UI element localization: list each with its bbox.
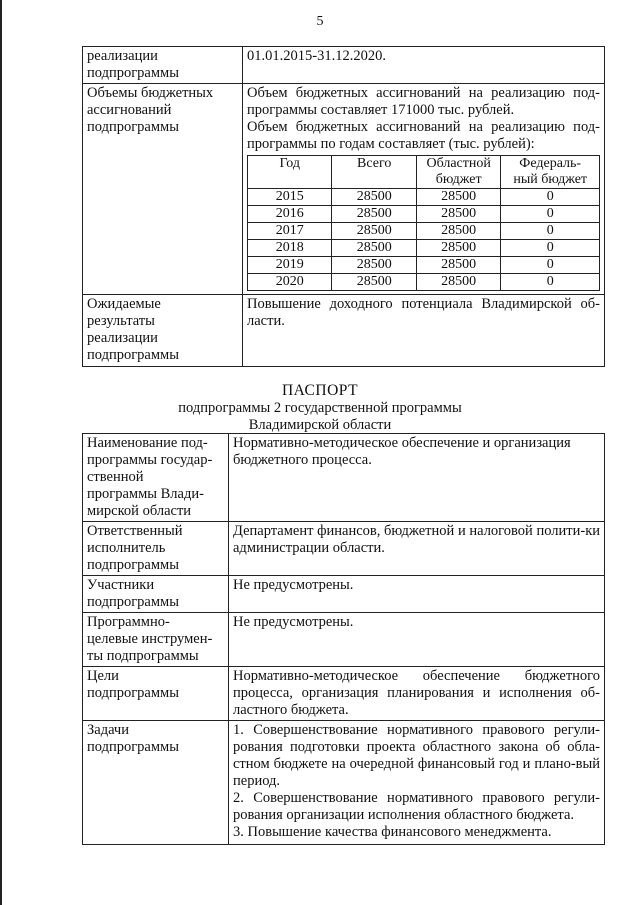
row-value: Нормативно-методическое обеспечение и организация бюджетного процесса. — [229, 434, 605, 522]
federal-cell: 0 — [501, 189, 600, 206]
row-value: Департамент финансов, бюджетной и налоговой полити-ки администрации области. — [229, 522, 605, 576]
row-value: Нормативно-методическое обеспечение бюджетного процесса, организация планирования и исполнения об-ластного бюджета. — [229, 667, 605, 721]
table-row — [83, 613, 605, 667]
federal-cell: 0 — [501, 257, 600, 274]
row-label: Участники подпрограммы — [83, 576, 229, 613]
row-label: Цели подпрограммы — [83, 667, 229, 721]
regional-cell: 28500 — [416, 223, 500, 240]
task-item: 3. Повышение качества финансового менеджмента. — [233, 824, 552, 840]
row-value: Не предусмотрены. — [229, 613, 605, 667]
expected-results: Повышение доходного потенциала Владимирской об-ласти. — [243, 295, 605, 367]
year-cell: 2020 — [248, 274, 332, 291]
table-row — [248, 189, 600, 206]
total-cell: 28500 — [332, 274, 416, 291]
row-label: Задачи подпрограммы — [83, 721, 229, 845]
table-row — [83, 522, 605, 576]
budget-cell — [243, 84, 605, 295]
table-row — [83, 576, 605, 613]
row-value: Не предусмотрены. — [229, 576, 605, 613]
budget-total-text: Объем бюджетных ассигнований на реализацию под-программы составляет 171000 тыс. рублей. — [247, 85, 600, 118]
row-label: Программно- целевые инструмен- ты подпрограммы — [83, 613, 229, 667]
header-year: Год — [248, 156, 332, 189]
passport-table — [82, 433, 605, 845]
year-cell: 2016 — [248, 206, 332, 223]
task-item: 1. Совершенствование нормативного правового регули-рования подготовки проекта областного закона об обла-стном бюджете на очередной финансовый год и плано-вый период. — [233, 722, 600, 789]
regional-cell: 28500 — [416, 206, 500, 223]
tasks-list — [229, 721, 605, 845]
total-cell: 28500 — [332, 223, 416, 240]
table-row — [83, 47, 605, 84]
table-header-row — [248, 156, 600, 189]
regional-cell: 28500 — [416, 240, 500, 257]
year-cell: 2015 — [248, 189, 332, 206]
page-number: 5 — [316, 14, 324, 29]
year-cell: 2019 — [248, 257, 332, 274]
table-row — [248, 274, 600, 291]
row-label: Объемы бюджетных ассигнований подпрограммы — [83, 84, 243, 295]
passport-subtitle-region: Владимирской области — [248, 417, 392, 433]
top-table — [82, 46, 605, 367]
total-cell: 28500 — [332, 189, 416, 206]
implementation-period: 01.01.2015-31.12.2020. — [243, 47, 605, 84]
table-row — [83, 295, 605, 367]
row-label: Ожидаемые результаты реализации подпрограммы — [83, 295, 243, 367]
passport-title: ПАСПОРТ — [281, 382, 359, 399]
federal-cell: 0 — [501, 206, 600, 223]
total-cell: 28500 — [332, 240, 416, 257]
regional-cell: 28500 — [416, 274, 500, 291]
year-cell: 2017 — [248, 223, 332, 240]
table-row — [83, 434, 605, 522]
total-cell: 28500 — [332, 257, 416, 274]
row-label: реализации подпрограммы — [83, 47, 243, 84]
passport-subtitle: подпрограммы 2 государственной программы — [178, 400, 462, 416]
regional-cell: 28500 — [416, 257, 500, 274]
regional-cell: 28500 — [416, 189, 500, 206]
scan-left-edge — [0, 0, 2, 905]
header-total: Всего — [332, 156, 416, 189]
row-label: Ответственный исполнитель подпрограммы — [83, 522, 229, 576]
federal-cell: 0 — [501, 240, 600, 257]
table-row — [248, 206, 600, 223]
table-row — [248, 257, 600, 274]
federal-cell: 0 — [501, 274, 600, 291]
total-cell: 28500 — [332, 206, 416, 223]
table-row — [248, 240, 600, 257]
budget-by-year-text: Объем бюджетных ассигнований на реализацию под-программы по годам составляет (тыс. рублей): — [247, 119, 600, 152]
header-federal: Федераль- ный бюджет — [501, 156, 600, 189]
table-row — [83, 667, 605, 721]
task-item: 2. Совершенствование нормативного правового регули-рования организации исполнения областного бюджета. — [233, 790, 600, 823]
year-cell: 2018 — [248, 240, 332, 257]
header-regional: Областной бюджет — [416, 156, 500, 189]
table-row — [248, 223, 600, 240]
table-row — [83, 721, 605, 845]
federal-cell: 0 — [501, 223, 600, 240]
budget-by-year-table — [247, 155, 600, 291]
row-label: Наименование под- программы государ- ственной программы Влади- мирской области — [83, 434, 229, 522]
table-row — [83, 84, 605, 295]
